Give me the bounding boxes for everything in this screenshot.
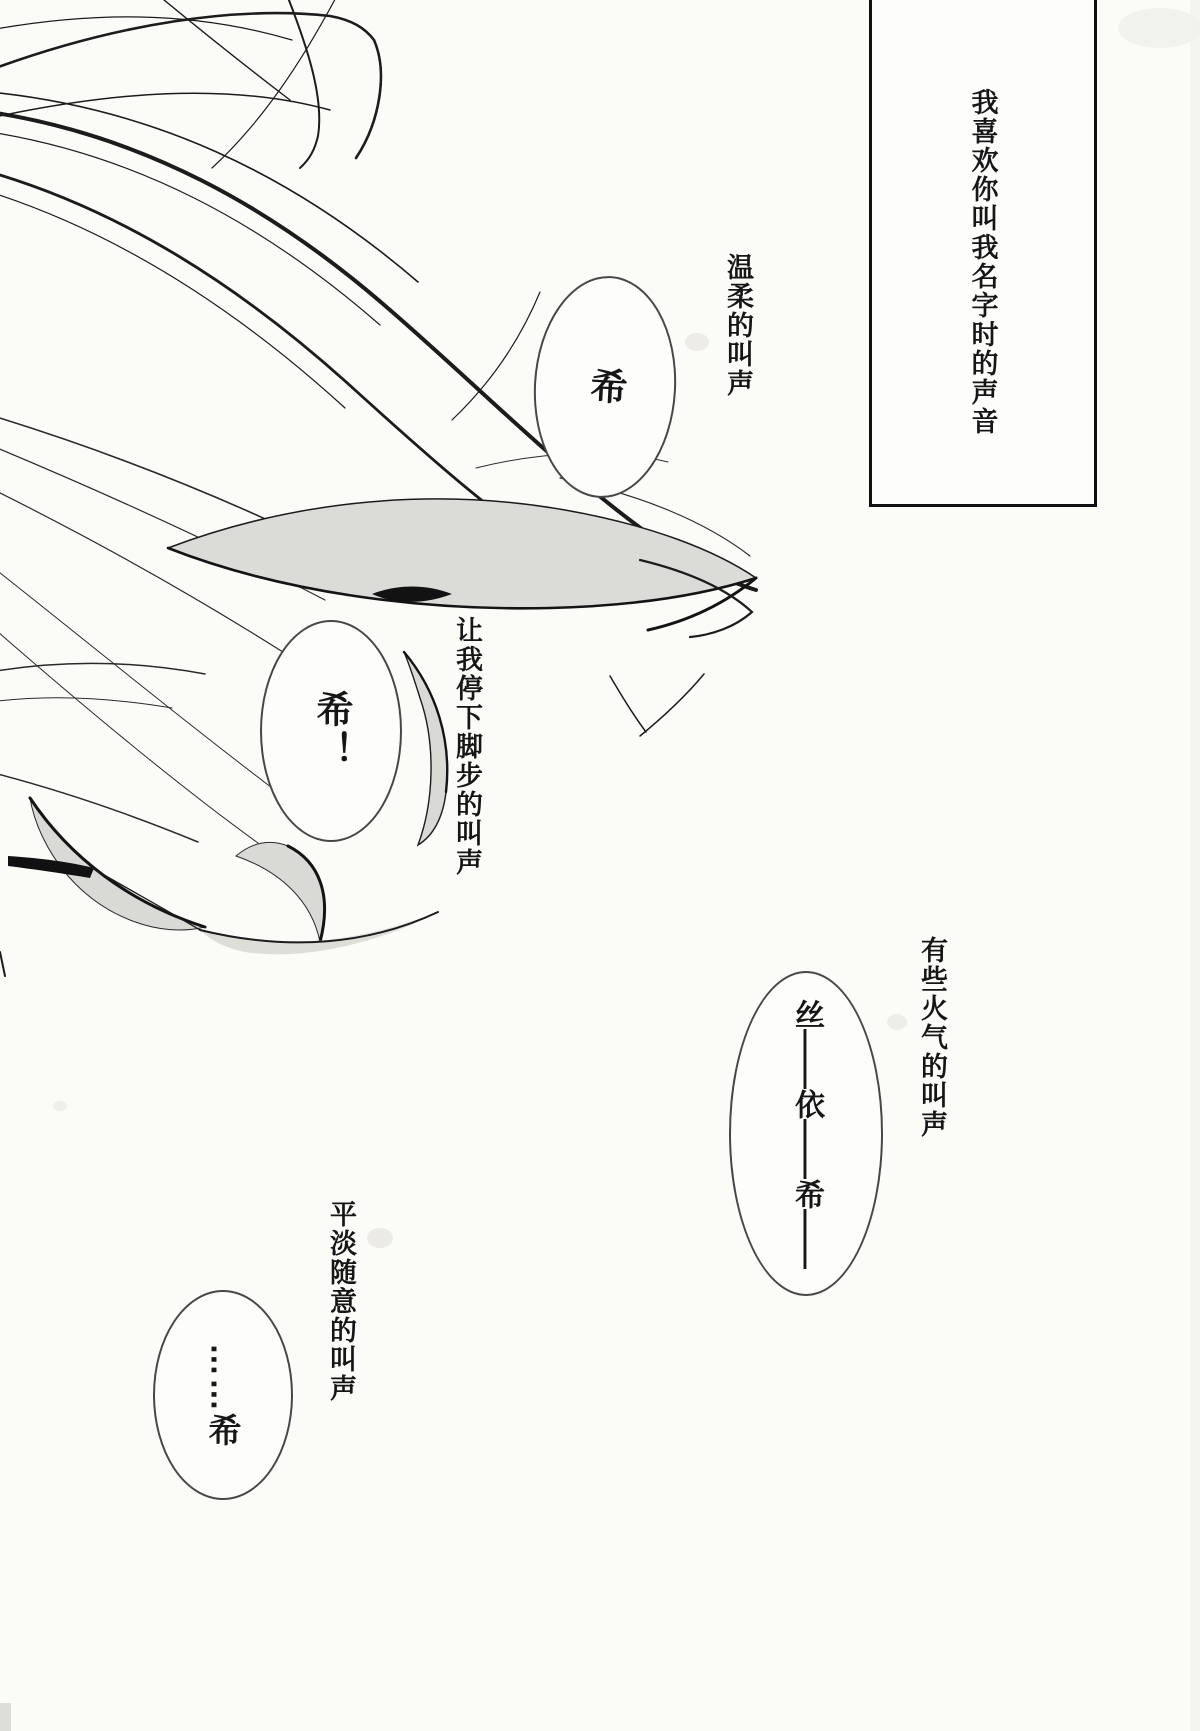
shaded-hair-band <box>168 453 756 637</box>
speech-bubble-casual <box>153 1290 293 1500</box>
narration-text: 我喜欢你叫我名字时的声音 <box>967 88 998 436</box>
speech-bubble-stop <box>260 620 402 842</box>
narration-box <box>869 0 1097 507</box>
bottom-swoosh <box>0 798 438 976</box>
bubble-text: ……希 <box>204 1342 242 1448</box>
hair-strands-top-left <box>0 0 381 168</box>
bubble-text: 希 <box>583 365 628 409</box>
caption-angry: 有些火气的叫声 <box>917 936 947 1139</box>
caption-gentle: 温柔的叫声 <box>723 253 753 398</box>
caption-casual: 平淡随意的叫声 <box>326 1200 356 1403</box>
caption-stop: 让我停下脚步的叫声 <box>452 616 482 877</box>
speech-bubble-angry <box>729 971 883 1296</box>
bubble-text: 丝——依——希—— <box>790 998 823 1269</box>
bubble-text: 希！ <box>311 690 352 772</box>
